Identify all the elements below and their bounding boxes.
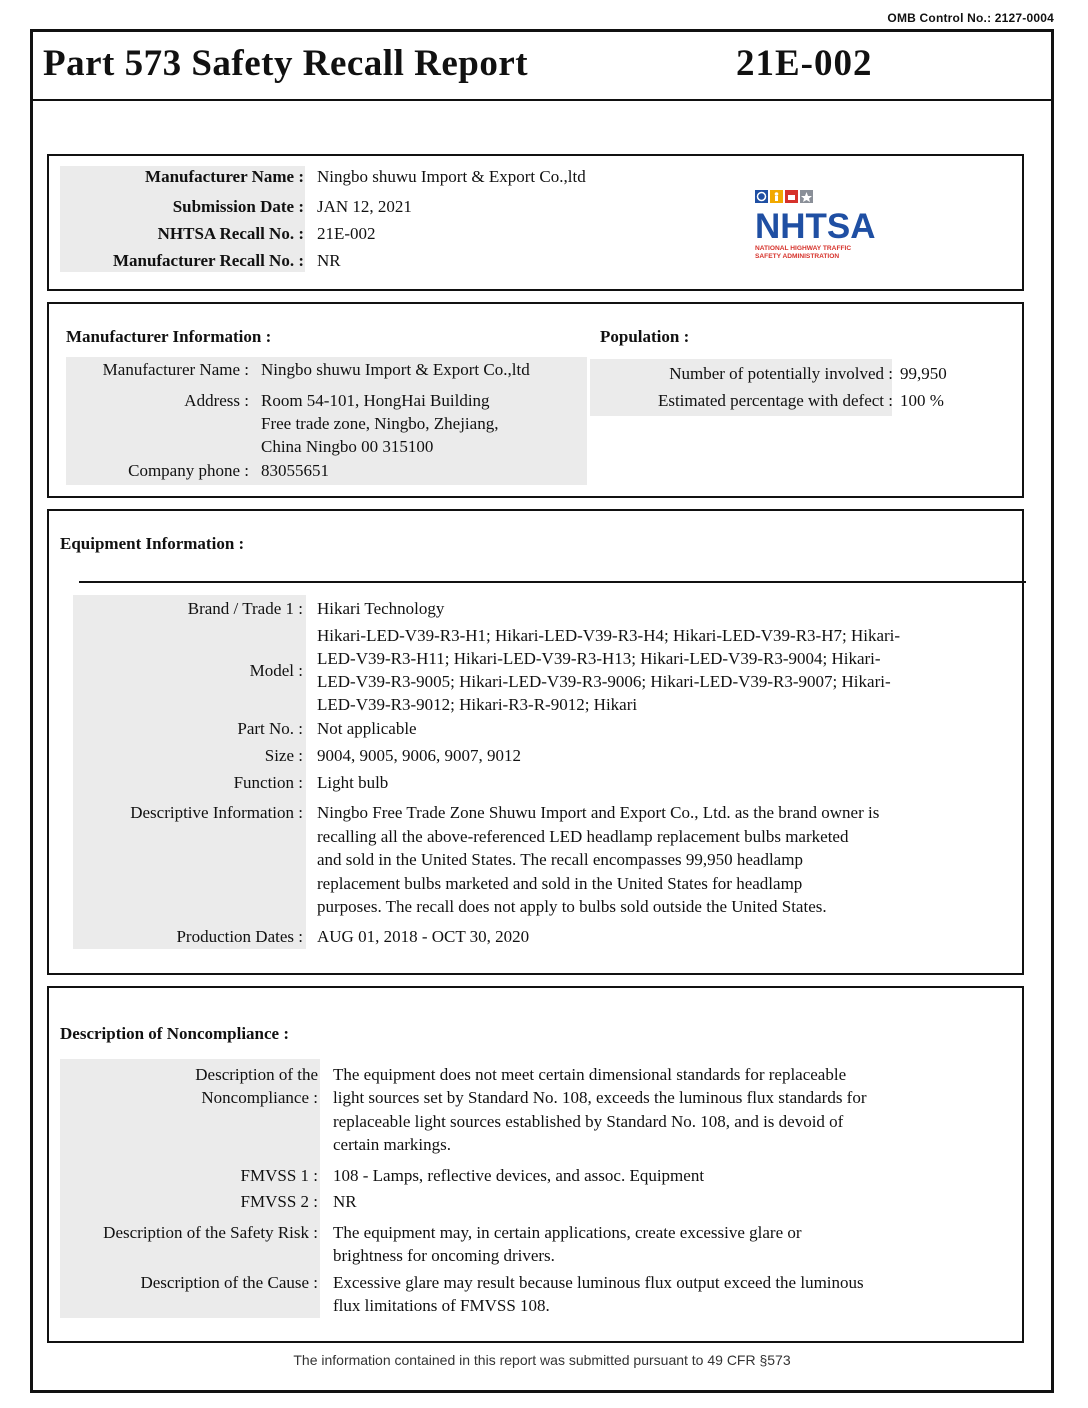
report-title: Part 573 Safety Recall Report xyxy=(43,43,529,84)
header-box xyxy=(47,154,1024,291)
model-line-3: LED-V39-R3-9005; Hikari-LED-V39-R3-9006; Hikari-LED-V39-R3-9007; Hikari- xyxy=(317,672,891,691)
noncompliance-desc-line-4: certain markings. xyxy=(333,1135,452,1154)
nhtsa-recall-label: NHTSA Recall No. : xyxy=(157,224,304,243)
noncompliance-heading: Description of Noncompliance : xyxy=(60,1024,290,1043)
population-involved: 99,950 xyxy=(900,364,947,383)
submission-date-label: Submission Date : xyxy=(172,197,304,216)
title-bar xyxy=(33,32,1051,101)
mi-phone: 83055651 xyxy=(261,461,329,480)
descriptive-info-line-5: purposes. The recall does not apply to bulbs sold outside the United States. xyxy=(317,897,827,916)
mi-name-label: Manufacturer Name : xyxy=(102,360,249,379)
size-label: Size : xyxy=(264,746,303,765)
production-dates: AUG 01, 2018 - OCT 30, 2020 xyxy=(317,927,530,946)
descriptive-info-line-3: and sold in the United States. The recall encompasses 99,950 headlamp xyxy=(317,850,803,869)
manufacturer-info-heading: Manufacturer Information : xyxy=(66,327,272,346)
safety-risk-label: Description of the Safety Risk : xyxy=(103,1223,318,1242)
mi-address-line-3: China Ningbo 00 315100 xyxy=(261,437,434,456)
logo-subtitle-2: SAFETY ADMINISTRATION xyxy=(755,253,840,260)
size: 9004, 9005, 9006, 9007, 9012 xyxy=(317,746,521,765)
noncompliance-desc-label-2: Noncompliance : xyxy=(201,1088,318,1107)
mi-address-line-2: Free trade zone, Ningbo, Zhejiang, xyxy=(261,414,499,433)
manufacturer-recall-number: NR xyxy=(317,251,341,270)
function: Light bulb xyxy=(317,773,389,792)
manufacturer-info-box xyxy=(47,302,1024,498)
fmvss1-label: FMVSS 1 : xyxy=(240,1166,318,1185)
part-number: Not applicable xyxy=(317,719,417,738)
manufacturer-name-label: Manufacturer Name : xyxy=(145,167,304,186)
noncompliance-desc-label-1: Description of the xyxy=(195,1065,318,1084)
production-dates-label: Production Dates : xyxy=(176,927,303,946)
logo-subtitle-1: NATIONAL HIGHWAY TRAFFIC xyxy=(755,245,852,252)
population-defect: 100 % xyxy=(900,391,944,410)
noncompliance-box xyxy=(47,986,1024,1343)
model-line-4: LED-V39-R3-9012; Hikari-R3-R-9012; Hikari xyxy=(317,695,638,714)
fmvss2: NR xyxy=(333,1192,357,1211)
descriptive-info-line-2: recalling all the above-referenced LED headlamp replacement bulbs marketed xyxy=(317,827,849,846)
cause-line-2: flux limitations of FMVSS 108. xyxy=(333,1296,550,1315)
report-frame xyxy=(30,29,1054,1393)
model-label: Model : xyxy=(249,661,303,680)
population-involved-label: Number of potentially involved : xyxy=(669,364,893,383)
safety-risk-line-2: brightness for oncoming drivers. xyxy=(333,1246,555,1265)
model-line-1: Hikari-LED-V39-R3-H1; Hikari-LED-V39-R3-H4; Hikari-LED-V39-R3-H7; Hikari- xyxy=(317,626,901,645)
population-defect-label: Estimated percentage with defect : xyxy=(657,391,893,410)
model-line-2: LED-V39-R3-H11; Hikari-LED-V39-R3-H13; Hikari-LED-V39-R3-9004; Hikari- xyxy=(317,649,881,668)
nhtsa-logo xyxy=(755,186,890,266)
descriptive-info-label: Descriptive Information : xyxy=(130,803,303,822)
manufacturer-name: Ningbo shuwu Import & Export Co.,ltd xyxy=(317,167,586,186)
noncompliance-desc-line-3: replaceable light sources established by Standard No. 108, and is devoid of xyxy=(333,1112,844,1131)
manufacturer-recall-label: Manufacturer Recall No. : xyxy=(112,251,304,270)
fmvss2-label: FMVSS 2 : xyxy=(240,1192,318,1211)
population-heading: Population : xyxy=(600,327,690,346)
noncompliance-desc-line-1: The equipment does not meet certain dimensional standards for replaceable xyxy=(333,1065,847,1084)
mi-phone-label: Company phone : xyxy=(128,461,249,480)
safety-risk-line-1: The equipment may, in certain applications, create excessive glare or xyxy=(333,1223,802,1242)
fmvss1: 108 - Lamps, reflective devices, and assoc. Equipment xyxy=(333,1166,705,1185)
descriptive-info-line-4: replacement bulbs marketed and sold in the United States for headlamp xyxy=(317,874,803,893)
equipment-divider xyxy=(79,581,1026,583)
brand: Hikari Technology xyxy=(317,599,445,618)
descriptive-info-line-1: Ningbo Free Trade Zone Shuwu Import and Export Co., Ltd. as the brand owner is xyxy=(317,803,880,822)
logo-wordmark: NHTSA xyxy=(755,207,876,246)
mi-name: Ningbo shuwu Import & Export Co.,ltd xyxy=(261,360,530,379)
noncompliance-desc-line-2: light sources set by Standard No. 108, exceeds the luminous flux standards for xyxy=(333,1088,867,1107)
nhtsa-recall-number: 21E-002 xyxy=(317,224,376,243)
mi-address-label: Address : xyxy=(184,391,249,410)
function-label: Function : xyxy=(233,773,303,792)
recall-id: 21E-002 xyxy=(736,43,873,84)
omb-control-number: OMB Control No.: 2127-0004 xyxy=(887,11,1054,25)
footer-note: The information contained in this report was submitted pursuant to 49 CFR §573 xyxy=(293,1352,791,1368)
submission-date: JAN 12, 2021 xyxy=(317,197,412,216)
part-label: Part No. : xyxy=(237,719,303,738)
cause-line-1: Excessive glare may result because luminous flux output exceed the luminous xyxy=(333,1273,864,1292)
mi-address-line-1: Room 54-101, HongHai Building xyxy=(261,391,490,410)
equipment-info-box xyxy=(47,509,1024,975)
brand-label: Brand / Trade 1 : xyxy=(187,599,303,618)
cause-label: Description of the Cause : xyxy=(140,1273,318,1292)
equipment-heading: Equipment Information : xyxy=(60,534,245,553)
